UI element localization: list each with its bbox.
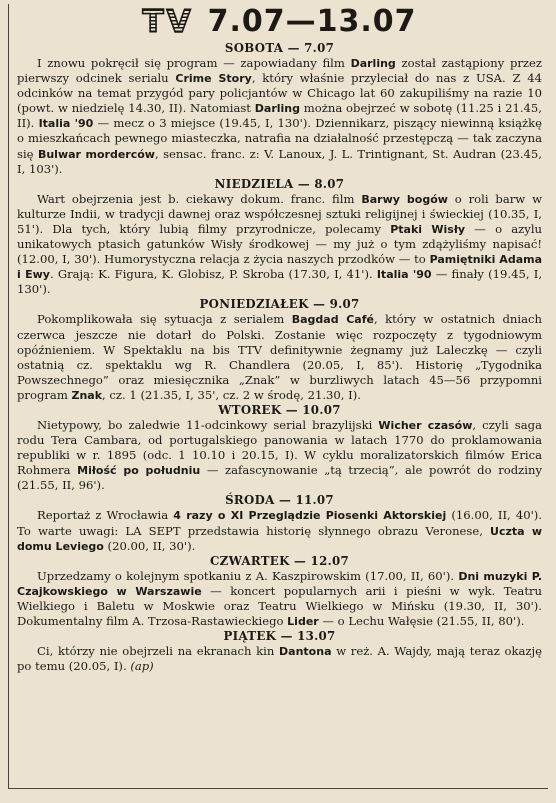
day-paragraph — [17, 312, 542, 403]
author-signature: (ap) — [130, 659, 154, 674]
text-run: — koncert popularnych arii i pieśni w wyk. Teatru Wielkiego i Baletu w Moskwie oraz Teatru Wielkiego w Mińsku (19.30, II, 30'). Dokumentalny film A. Trzosa-Rastawieckiego — [17, 583, 542, 628]
day-paragraph — [17, 56, 542, 177]
text-run: Pokomplikowała się sytuacja z serialem — [37, 312, 292, 327]
program-title: Pamiętniki Adama i Ewy — [17, 253, 542, 282]
tv-listing-page — [8, 4, 548, 789]
text-run: (16.00, II, 40'). To warte uwagi: LA SEPT przedstawia historię słynnego obrazu Veronese, — [17, 508, 542, 538]
day-heading: CZWARTEK — 12.07 — [209, 553, 350, 568]
day-paragraph — [17, 569, 542, 629]
program-title: 4 razy o XI Przeglądzie Piosenki Aktorskiej — [173, 509, 447, 523]
text-run: — zafascynowanie „tą trzecią”, ale powrót do rodziny (21.55, II, 96'). — [17, 463, 542, 493]
program-title: Ptaki Wisły — [390, 222, 466, 236]
day-paragraph — [17, 508, 542, 553]
tv-logo: TV — [142, 4, 194, 40]
program-title: Bulwar morderców — [37, 147, 155, 161]
day-paragraph — [17, 644, 542, 674]
text-run: w reż. A. Wajdy, mają teraz okazję po temu (20.05, I). — [17, 644, 542, 674]
text-run: został zastąpiony przez pierwszy odcinek serialu — [17, 56, 542, 86]
program-title: Darling — [254, 102, 300, 116]
text-run: , cz. 1 (21.35, I, 35', cz. 2 w środę, 21.30, I). — [102, 387, 361, 402]
text-run: Ci, którzy nie obejrzeli na ekranach kin — [37, 644, 280, 659]
program-title: Dni muzyki P. Czajkowskiego w Warszawie — [17, 569, 542, 598]
program-title: Znak — [71, 388, 103, 402]
text-run: o roli barw w kulturze Indii, w tradycji dawnej oraz współczesnej sztuki religijnej i świeckiej (10.35, I, 51'). Dla tych, który lubią filmy przyrodnicze, polecamy — [17, 191, 542, 236]
text-run: można obejrzeć w sobotę (11.25 i 21.45, II). — [17, 101, 542, 131]
day-heading: PIĄTEK — 13.07 — [223, 629, 336, 644]
text-run: — mecz o 3 miejsce (19.45, I, 130'). Dziennikarz, piszący niewinną książkę o mieszkańcach pewnego miasteczka, natrafia na działalność przestępczą — tak zaczyna się — [17, 116, 542, 161]
day-heading: SOBOTA — 7.07 — [224, 41, 335, 55]
text-run: — finały (19.45, I, 130'). — [17, 267, 543, 297]
text-run: I znowu pokręcił się program — zapowiadany film — [37, 56, 351, 70]
program-title: Miłość po południu — [77, 464, 201, 478]
text-run: (20.00, II, 30'). — [103, 538, 196, 553]
program-title: Darling — [350, 57, 396, 70]
day-heading: WTOREK — 10.07 — [218, 402, 341, 417]
text-run: — o Lechu Wałęsie (21.55, II, 80'). — [318, 614, 525, 628]
text-run: , który właśnie przyleciał do nas z USA. Z 44 odcinków na temat przygód pary policjantów w Chicago lat 60 zakupiliśmy na razie 10 (powt. w niedzielę 14.30, II). Natomiast — [17, 71, 543, 116]
program-title: Lider — [287, 615, 319, 628]
day-heading: ŚRODA — 11.07 — [225, 493, 334, 508]
program-title: Barwy bogów — [361, 192, 448, 206]
day-paragraph — [17, 192, 542, 298]
text-run: , który w ostatnich dniach czerwca jeszcze nie dotarł do Polski. Zostanie więc rozpoczęty z tygodniowym opóźnieniem. W Spektaklu na bis TTV definitywnie żegnamy już Laleczkę — czyli ostatnią cz. spektaklu wg R. Chandlera (20.05, I, 85'). Historię „Tygodnika Powszechnego” oraz miesięcznika „Znak” w burzliwych latach 45—56 przypomni program — [17, 312, 542, 402]
text-run: Nietypowy, bo zaledwie 11-odcinkowy serial brazylijski — [37, 417, 379, 432]
day-paragraph — [17, 418, 542, 493]
text-run: , sensac. franc. z: V. Lanoux, J. L. Trintignant, St. Audran (23.45, I, 103'). — [17, 146, 542, 176]
schedule-sections — [17, 41, 542, 674]
program-title: Wicher czasów — [378, 418, 473, 432]
text-run: , czyli saga rodu Tera Cambara, od portugalskiego panowania w latach 1770 do proklamowania republiki w r. 1895 (odc. 1 10.10 i 20.15, I). W cyklu moralizatorskich filmów Erica Rohmera — [17, 417, 542, 478]
program-title: Italia '90 — [38, 117, 94, 131]
program-title: Uczta w domu Leviego — [17, 524, 543, 553]
text-run: Reportaż z Wrocławia — [37, 508, 174, 523]
program-title: Bagdad Café — [291, 313, 374, 327]
text-run: Wart obejrzenia jest b. ciekawy dokum. franc. film — [37, 191, 362, 206]
program-title: Crime Story — [175, 72, 252, 86]
text-run: — o azylu unikatowych ptasich gatunków Wisły środkowej — my już o tym zdążyliśmy napisać! (12.00, I, 30'). Humorystyczna relacja z życia naszych przodków — to — [17, 221, 542, 267]
masthead — [17, 4, 542, 40]
text-run: Uprzedzamy o kolejnym spotkaniu z A. Kaszpirowskim (17.00, II, 60'). — [37, 568, 459, 583]
program-title: Dantona — [279, 645, 332, 659]
date-range: 7.07—13.07 — [207, 4, 417, 39]
program-title: Italia '90 — [376, 268, 432, 282]
day-heading: NIEDZIELA — 8.07 — [214, 176, 345, 191]
text-run: . Grają: K. Figura, K. Globisz, P. Skroba (17.30, I, 41'). — [49, 267, 377, 282]
day-heading: PONIEDZIAŁEK — 9.07 — [199, 297, 360, 312]
